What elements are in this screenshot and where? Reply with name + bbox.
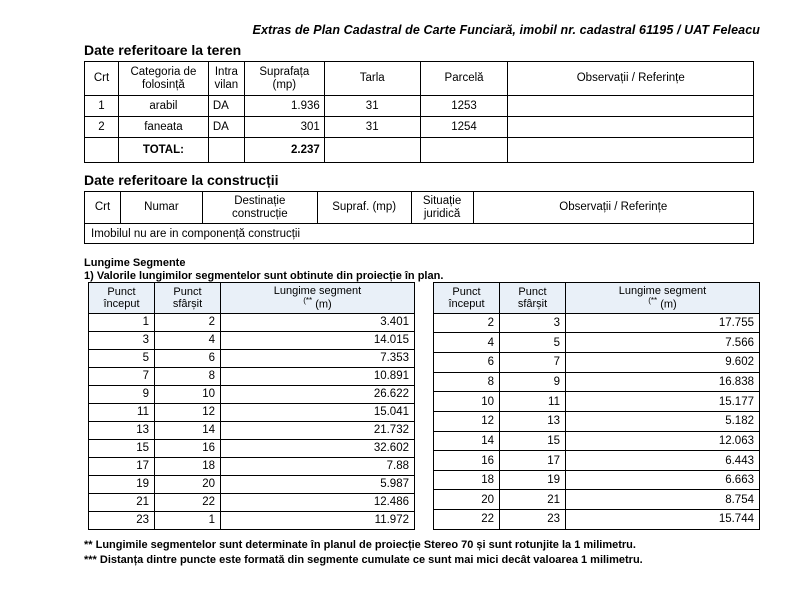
col-lungime-segment — [566, 283, 760, 314]
table-row — [89, 349, 415, 367]
cell-crt: 2 — [85, 117, 119, 138]
cell-punct-sfarsit: 16 — [155, 439, 221, 457]
table-row — [85, 224, 754, 244]
cell-lungime: 5.987 — [221, 475, 415, 493]
table-row — [89, 457, 415, 475]
footnote-distance: *** Distanța dintre puncte este formată din segmente cumulate ce sunt mai mici decât valoarea 1 milimetru. — [84, 553, 643, 566]
table-row — [89, 511, 415, 529]
cell-punct-inceput: 4 — [434, 333, 500, 353]
col-punct-inceput: Punct început — [89, 283, 155, 314]
cell-punct-inceput: 17 — [89, 457, 155, 475]
cell-empty — [324, 138, 420, 163]
cell-lungime: 16.838 — [566, 372, 760, 392]
cell-observatii — [508, 117, 754, 138]
cell-punct-sfarsit: 11 — [500, 392, 566, 412]
cell-punct-inceput: 20 — [434, 490, 500, 510]
col-parcela: Parcelă — [420, 62, 508, 96]
cell-lungime: 12.063 — [566, 431, 760, 451]
constructii-note: Imobilul nu are in componență construcții — [85, 224, 754, 244]
cell-lungime: 14.015 — [221, 331, 415, 349]
cell-lungime: 11.972 — [221, 511, 415, 529]
cell-punct-sfarsit: 9 — [500, 372, 566, 392]
cell-parcela: 1254 — [420, 117, 508, 138]
table-row — [85, 117, 754, 138]
cell-punct-sfarsit: 10 — [155, 385, 221, 403]
cell-crt: 1 — [85, 96, 119, 117]
col-punct-sfarsit: Punct sfârșit — [155, 283, 221, 314]
constructii-section — [84, 172, 754, 244]
cell-lungime: 10.891 — [221, 367, 415, 385]
cell-punct-sfarsit: 14 — [155, 421, 221, 439]
segmente-table-left — [88, 282, 415, 530]
table-row — [89, 367, 415, 385]
cell-suprafata: 1.936 — [244, 96, 324, 117]
cell-punct-inceput: 8 — [434, 372, 500, 392]
cell-punct-sfarsit: 17 — [500, 451, 566, 471]
table-row — [434, 411, 760, 431]
cell-punct-sfarsit: 8 — [155, 367, 221, 385]
cell-punct-inceput: 15 — [89, 439, 155, 457]
col-lungime-label: Lungime segment — [273, 285, 362, 297]
col-suprafata: Supraf. (mp) — [317, 192, 411, 224]
cell-tarla: 31 — [324, 117, 420, 138]
col-destinatie: Destinație construcție — [202, 192, 317, 224]
table-row — [89, 421, 415, 439]
table-header-row — [434, 283, 760, 314]
col-crt: Crt — [85, 62, 119, 96]
cell-punct-inceput: 9 — [89, 385, 155, 403]
total-row — [85, 138, 754, 163]
table-header-row — [85, 62, 754, 96]
table-row — [434, 313, 760, 333]
footnote-segment-lengths: ** Lungimile segmentelor sunt determinate în planul de proiecție Stereo 70 și sunt rotunjite la 1 milimetru. — [84, 539, 636, 551]
cell-punct-inceput: 5 — [89, 349, 155, 367]
cell-punct-inceput: 7 — [89, 367, 155, 385]
segmente-table-right — [433, 282, 760, 530]
table-header-row — [85, 192, 754, 224]
col-observatii: Observații / Referințe — [508, 62, 754, 96]
cell-punct-sfarsit: 2 — [155, 313, 221, 331]
table-row — [434, 490, 760, 510]
cell-lungime: 6.443 — [566, 451, 760, 471]
table-row — [434, 470, 760, 490]
cell-punct-inceput: 6 — [434, 353, 500, 373]
segmente-tables — [88, 282, 760, 530]
cell-lungime: 17.755 — [566, 313, 760, 333]
table-header-row — [89, 283, 415, 314]
cell-punct-sfarsit: 5 — [500, 333, 566, 353]
table-row — [89, 475, 415, 493]
cell-punct-inceput: 14 — [434, 431, 500, 451]
table-row — [89, 403, 415, 421]
cell-punct-inceput: 11 — [89, 403, 155, 421]
col-tarla: Tarla — [324, 62, 420, 96]
cell-lungime: 3.401 — [221, 313, 415, 331]
cell-lungime: 15.177 — [566, 392, 760, 412]
cell-lungime: 9.602 — [566, 353, 760, 373]
cell-punct-inceput: 22 — [434, 510, 500, 530]
table-row — [434, 353, 760, 373]
col-crt: Crt — [85, 192, 121, 224]
cell-punct-inceput: 13 — [89, 421, 155, 439]
col-unit-text: (m) — [315, 298, 332, 311]
cell-lungime: 15.041 — [221, 403, 415, 421]
cell-punct-inceput: 21 — [89, 493, 155, 511]
cell-punct-sfarsit: 1 — [155, 511, 221, 529]
segmente-heading: Lungime Segmente — [84, 257, 186, 269]
col-unit-mark: (** — [648, 296, 658, 306]
cell-lungime: 7.566 — [566, 333, 760, 353]
cell-punct-sfarsit: 13 — [500, 411, 566, 431]
cell-lungime: 12.486 — [221, 493, 415, 511]
table-row — [89, 313, 415, 331]
table-row — [89, 493, 415, 511]
cell-punct-sfarsit: 19 — [500, 470, 566, 490]
cell-parcela: 1253 — [420, 96, 508, 117]
cell-punct-sfarsit: 12 — [155, 403, 221, 421]
table-row — [434, 431, 760, 451]
cell-lungime: 32.602 — [221, 439, 415, 457]
cell-lungime: 8.754 — [566, 490, 760, 510]
cell-punct-sfarsit: 21 — [500, 490, 566, 510]
col-lungime-label: Lungime segment — [618, 285, 707, 297]
col-lungime-segment — [221, 283, 415, 314]
cell-empty — [508, 138, 754, 163]
segmente-subheading: 1) Valorile lungimilor segmentelor sunt obtinute din proiecție în plan. — [84, 270, 444, 282]
constructii-heading: Date referitoare la construcții — [84, 172, 279, 188]
table-row — [434, 372, 760, 392]
cell-empty — [420, 138, 508, 163]
cell-punct-inceput: 2 — [434, 313, 500, 333]
col-punct-sfarsit: Punct sfârșit — [500, 283, 566, 314]
cell-empty — [208, 138, 244, 163]
col-suprafata: Suprafața (mp) — [244, 62, 324, 96]
cell-tarla: 31 — [324, 96, 420, 117]
col-situatie-juridica: Situație juridică — [411, 192, 473, 224]
table-row — [434, 510, 760, 530]
col-numar: Numar — [120, 192, 202, 224]
cell-lungime: 7.353 — [221, 349, 415, 367]
cell-punct-inceput: 23 — [89, 511, 155, 529]
cell-punct-inceput: 12 — [434, 411, 500, 431]
total-label: TOTAL: — [118, 138, 208, 163]
cell-lungime: 21.732 — [221, 421, 415, 439]
cell-punct-sfarsit: 6 — [155, 349, 221, 367]
cell-punct-inceput: 1 — [89, 313, 155, 331]
cell-punct-sfarsit: 4 — [155, 331, 221, 349]
cell-punct-sfarsit: 18 — [155, 457, 221, 475]
table-row — [85, 96, 754, 117]
segmente-left-body — [89, 313, 415, 529]
cell-categorie: arabil — [118, 96, 208, 117]
constructii-table — [84, 191, 754, 244]
teren-heading: Date referitoare la teren — [84, 42, 242, 58]
cell-lungime: 15.744 — [566, 510, 760, 530]
col-intravilan: Intra vilan — [208, 62, 244, 96]
cell-intravilan: DA — [208, 96, 244, 117]
table-row — [89, 385, 415, 403]
cell-punct-inceput: 18 — [434, 470, 500, 490]
col-observatii: Observații / Referințe — [473, 192, 753, 224]
table-row — [434, 333, 760, 353]
segmente-section — [84, 257, 443, 282]
teren-table — [84, 61, 754, 163]
document-title: Extras de Plan Cadastral de Carte Funciară, imobil nr. cadastral 61195 / UAT Feleacu — [252, 23, 760, 37]
cell-punct-inceput: 16 — [434, 451, 500, 471]
cell-suprafata: 301 — [244, 117, 324, 138]
segmente-right-body — [434, 313, 760, 529]
table-row — [89, 331, 415, 349]
cell-punct-sfarsit: 7 — [500, 353, 566, 373]
table-row — [89, 439, 415, 457]
cell-punct-sfarsit: 3 — [500, 313, 566, 333]
teren-section — [84, 42, 754, 163]
col-categoria: Categoria de folosință — [118, 62, 208, 96]
cell-punct-inceput: 19 — [89, 475, 155, 493]
col-punct-inceput: Punct început — [434, 283, 500, 314]
footnotes — [84, 538, 764, 568]
cell-punct-sfarsit: 20 — [155, 475, 221, 493]
cell-punct-sfarsit: 23 — [500, 510, 566, 530]
cell-lungime: 6.663 — [566, 470, 760, 490]
cell-categorie: faneata — [118, 117, 208, 138]
cell-punct-inceput: 3 — [89, 331, 155, 349]
cell-intravilan: DA — [208, 117, 244, 138]
cell-lungime: 5.182 — [566, 411, 760, 431]
col-unit-mark: (** — [303, 296, 313, 306]
table-row — [434, 392, 760, 412]
cell-punct-sfarsit: 15 — [500, 431, 566, 451]
cell-observatii — [508, 96, 754, 117]
cell-punct-sfarsit: 22 — [155, 493, 221, 511]
col-unit-text: (m) — [660, 298, 677, 311]
table-row — [434, 451, 760, 471]
total-value: 2.237 — [244, 138, 324, 163]
cell-empty — [85, 138, 119, 163]
cell-lungime: 26.622 — [221, 385, 415, 403]
cell-lungime: 7.88 — [221, 457, 415, 475]
cell-punct-inceput: 10 — [434, 392, 500, 412]
